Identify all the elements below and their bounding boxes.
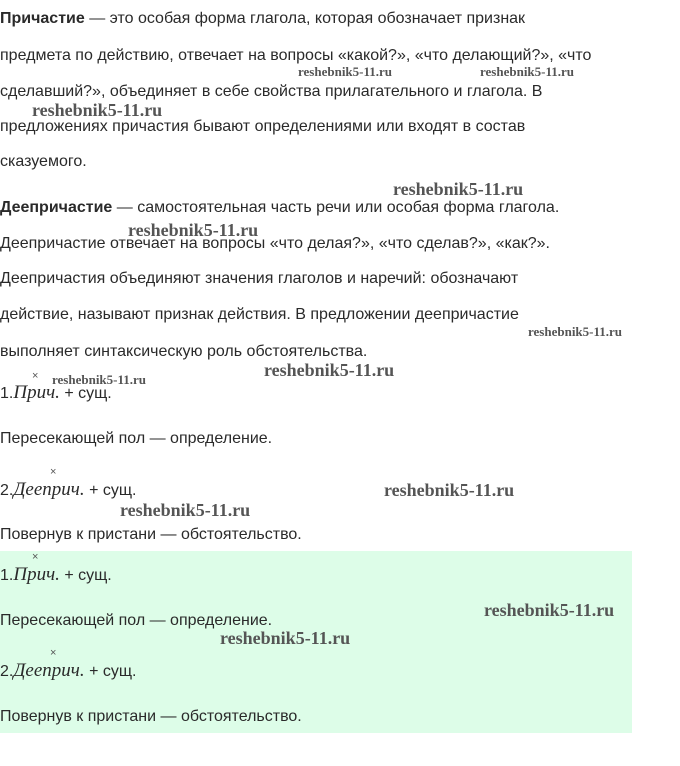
gerund-definition-line-5: выполняет синтаксическую роль обстоятельства. — [0, 343, 368, 360]
cross-mark-icon: × — [32, 370, 39, 382]
participle-term: Причастие — [0, 10, 85, 27]
scheme-number: 1. — [0, 385, 14, 402]
participle-definition-start: — это особая форма глагола, которая обозначает признак — [84, 10, 526, 27]
example-gerund: Повернув к пристани — обстоятельство. — [0, 708, 302, 725]
cross-mark-icon: × — [32, 551, 39, 563]
gerund-definition-line-1 — [0, 198, 559, 218]
gerund-definition-start: — самостоятельная часть речи или особая форма глагола. — [112, 199, 560, 216]
watermark: reshebnik5-11.ru — [32, 100, 163, 120]
scheme-number: 2. — [0, 482, 14, 499]
cross-mark-icon: × — [50, 647, 57, 659]
participle-definition-line-1 — [0, 9, 525, 29]
participle-abbreviation: Прич. — [13, 564, 60, 585]
scheme-rest: + сущ. — [84, 482, 137, 499]
scheme-gerund — [0, 480, 136, 501]
scheme-rest: + сущ. — [59, 385, 112, 402]
scheme-number: 1. — [0, 567, 14, 584]
gerund-abbreviation: Дееприч. — [13, 660, 85, 681]
scheme-rest: + сущ. — [84, 663, 137, 680]
participle-abbreviation: Прич. — [13, 382, 60, 403]
gerund-abbreviation: Дееприч. — [13, 479, 85, 500]
watermark: reshebnik5-11.ru — [220, 628, 351, 648]
scheme-number: 2. — [0, 663, 14, 680]
watermark: reshebnik5-11.ru — [384, 480, 515, 500]
participle-definition-line-2: предмета по действию, отвечает на вопросы «какой?», «что делающий?», «что — [0, 47, 592, 64]
watermark: reshebnik5-11.ru — [298, 64, 393, 79]
watermark: reshebnik5-11.ru — [52, 372, 147, 387]
gerund-definition-line-3: Деепричастия объединяют значения глаголов и наречий: обозначают — [0, 270, 519, 287]
watermark: reshebnik5-11.ru — [484, 600, 615, 620]
watermark: reshebnik5-11.ru — [128, 220, 259, 240]
watermark: reshebnik5-11.ru — [528, 324, 623, 339]
example-participle: Пересекающей пол — определение. — [0, 430, 273, 447]
watermark: reshebnik5-11.ru — [480, 64, 575, 79]
cross-mark-icon: × — [50, 466, 57, 478]
participle-definition-line-4: предложениях причастия бывают определениями или входят в состав — [0, 118, 526, 135]
gerund-definition-line-2: Деепричастие отвечает на вопросы «что делая?», «что сделав?», «как?». — [0, 235, 550, 252]
scheme-rest: + сущ. — [59, 567, 112, 584]
scheme-participle — [0, 565, 112, 586]
watermark: reshebnik5-11.ru — [393, 179, 524, 199]
participle-definition-line-5: сказуемого. — [0, 153, 87, 170]
example-gerund: Повернув к пристани — обстоятельство. — [0, 526, 302, 543]
scheme-gerund — [0, 661, 136, 682]
gerund-term: Деепричастие — [0, 199, 113, 216]
gerund-definition-line-4: действие, называют признак действия. В предложении деепричастие — [0, 306, 519, 323]
example-participle: Пересекающей пол — определение. — [0, 612, 273, 629]
watermark: reshebnik5-11.ru — [120, 500, 251, 520]
participle-definition-line-3: сделавший?», объединяет в себе свойства прилагательного и глагола. В — [0, 83, 543, 100]
watermark: reshebnik5-11.ru — [264, 360, 395, 380]
